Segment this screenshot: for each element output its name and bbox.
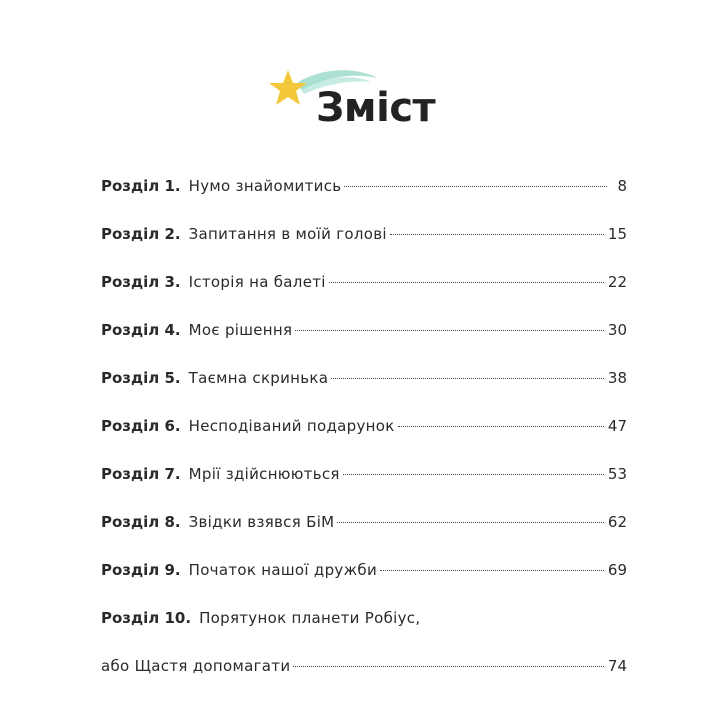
toc-row [101,506,627,554]
chapter-title: Нумо знайомитись [188,177,342,195]
dot-leader [390,233,604,235]
page-number: 62 [607,513,627,531]
dot-leader [293,665,604,667]
table-of-contents [101,170,627,698]
toc-row [101,410,627,458]
page-number: 15 [607,225,627,243]
dot-leader [331,377,604,379]
toc-row [101,314,627,362]
toc-row [101,218,627,266]
contents-heading [268,64,436,136]
toc-row [101,170,627,218]
chapter-label: Розділ 4. [101,321,181,339]
chapter-title: Запитання в моїй голові [188,225,387,243]
chapter-title: Мрії здійснюються [188,465,340,483]
toc-row [101,458,627,506]
toc-row [101,602,627,650]
chapter-title: Таємна скринька [188,369,329,387]
toc-entry [101,458,627,506]
chapter-title: Історія на балеті [188,273,326,291]
chapter-title: Моє рішення [188,321,293,339]
toc-row [101,650,627,698]
chapter-label: Розділ 2. [101,225,181,243]
toc-entry [101,650,627,698]
toc-row [101,554,627,602]
chapter-label: Розділ 8. [101,513,181,531]
chapter-label: Розділ 10. [101,609,192,627]
page-number: 30 [607,321,627,339]
toc-entry [101,554,627,602]
dot-leader [344,185,607,187]
page-number: 74 [607,657,627,675]
toc-entry [101,410,627,458]
toc-row [101,266,627,314]
chapter-label: Розділ 6. [101,417,181,435]
page-title: Зміст [316,85,436,131]
chapter-title: Несподіваний подарунок [188,417,395,435]
chapter-label: Розділ 9. [101,561,181,579]
toc-row [101,362,627,410]
chapter-label: Розділ 3. [101,273,181,291]
chapter-title: Початок нашої дружби [188,561,377,579]
toc-entry [101,266,627,314]
chapter-label: Розділ 7. [101,465,181,483]
chapter-title: Порятунок планети Робіус, [199,609,421,627]
chapter-title: або Щастя допомагати [101,657,291,675]
page-number: 69 [607,561,627,579]
toc-entry [101,362,627,410]
toc-entry [101,218,627,266]
dot-leader [295,329,604,331]
page-number: 22 [607,273,627,291]
chapter-label: Розділ 5. [101,369,181,387]
dot-leader [337,521,603,523]
page-number: 53 [607,465,627,483]
dot-leader [343,473,604,475]
toc-entry [101,602,627,650]
chapter-title: Звідки взявся БіМ [188,513,335,531]
toc-entry [101,314,627,362]
dot-leader [398,425,604,427]
page-number: 8 [617,177,627,195]
dot-leader [380,569,604,571]
toc-entry [101,506,627,554]
toc-entry [101,170,627,218]
dot-leader [329,281,604,283]
page-number: 47 [607,417,627,435]
page-number: 38 [607,369,627,387]
chapter-label: Розділ 1. [101,177,181,195]
